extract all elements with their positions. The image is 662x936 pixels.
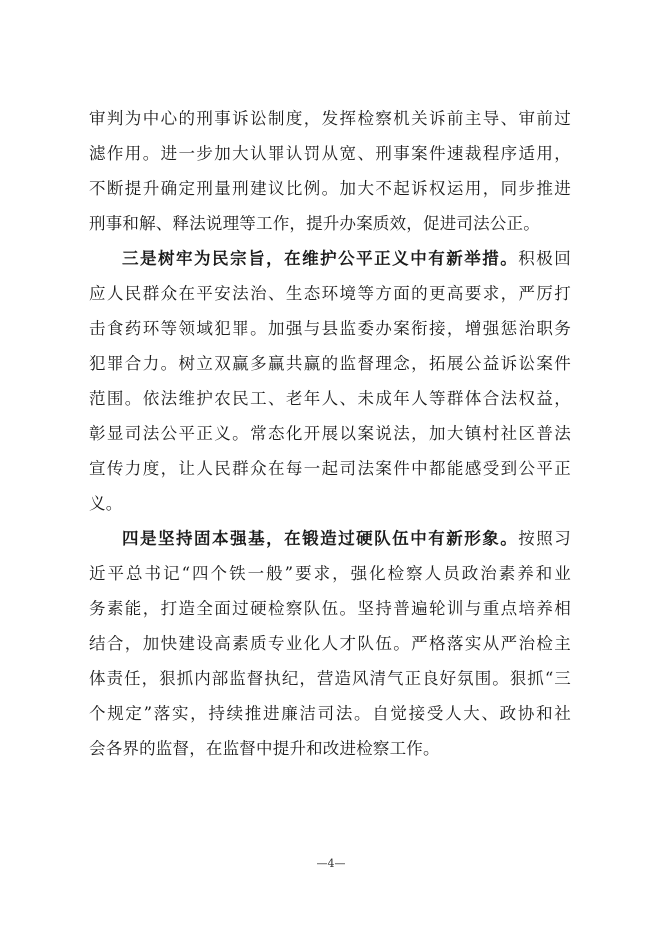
text-line: 体责任，狠抓内部监督执纪，营造风清气正良好氛围。狠抓“三 [89,669,571,688]
text-line: 结合，加快建设高素质专业化人才队伍。严格落实从严治检主 [89,634,571,653]
text-line: 滤作用。进一步加大认罪认罚从宽、刑事案件速裁程序适用， [89,144,571,163]
text-line: 近平总书记“四个铁一般”要求，强化检察人员政治素养和业 [89,564,571,583]
text-line: 应人民群众在平安法治、生态环境等方面的更高要求，严厉打 [89,284,571,303]
text-line: 个规定”落实，持续推进廉洁司法。自觉接受人大、政协和社 [89,704,571,723]
paragraph-three-heading: 三是树牢为民宗旨，在维护公平正义中有新举措。 [122,249,519,268]
text-line: 击食药环等领域犯罪。加强与县监委办案衔接，增强惩治职务 [89,319,571,338]
paragraph-four-first-line [89,521,571,556]
page-number: —4— [316,857,346,870]
text-span: 积极回 [518,249,571,268]
text-line: 宣传力度，让人民群众在每一起司法案件中都能感受到公平正 [89,459,571,478]
text-line: 义。 [89,494,123,513]
text-line: 犯罪合力。树立双赢多赢共赢的监督理念，拓展公益诉讼案件 [89,354,571,373]
text-line: 会各界的监督，在监督中提升和改进检察工作。 [89,739,440,758]
text-line: 不断提升确定刑量刑建议比例。加大不起诉权运用，同步推进 [89,179,571,198]
document-body [89,101,571,766]
text-line: 刑事和解、释法说理等工作，提升办案质效，促进司法公正。 [89,214,540,233]
paragraph-three-first-line [89,241,571,276]
text-line: 范围。依法维护农民工、老年人、未成年人等群体合法权益， [89,389,571,408]
paragraph-four-heading: 四是坚持固本强基，在锻造过硬队伍中有新形象。 [122,529,519,548]
text-span: 按照习 [518,529,571,548]
text-line: 审判为中心的刑事诉讼制度，发挥检察机关诉前主导、审前过 [89,109,571,128]
text-line: 彰显司法公平正义。常态化开展以案说法，加大镇村社区普法 [89,424,571,443]
text-line: 务素能，打造全面过硬检察队伍。坚持普遍轮训与重点培养相 [89,599,571,618]
